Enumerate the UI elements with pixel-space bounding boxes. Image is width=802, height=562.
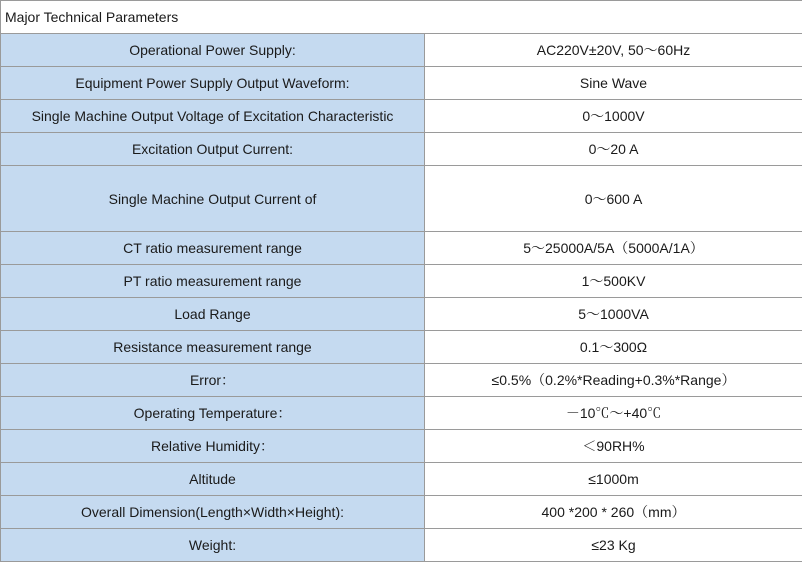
table-row bbox=[1, 364, 802, 397]
row-value: 0～1000V bbox=[425, 100, 802, 133]
row-label: Error： bbox=[1, 364, 425, 397]
row-label: CT ratio measurement range bbox=[1, 232, 425, 265]
table-row bbox=[1, 232, 802, 265]
table-row bbox=[1, 463, 802, 496]
table-row bbox=[1, 265, 802, 298]
table-row bbox=[1, 496, 802, 529]
row-label: Operational Power Supply: bbox=[1, 34, 425, 67]
table-row bbox=[1, 331, 802, 364]
row-value: 0～600 A bbox=[425, 166, 802, 232]
row-label: Equipment Power Supply Output Waveform: bbox=[1, 67, 425, 100]
row-label: Altitude bbox=[1, 463, 425, 496]
row-value: 0.1～300Ω bbox=[425, 331, 802, 364]
row-value: 5～25000A/5A（5000A/1A） bbox=[425, 232, 802, 265]
row-value: 5～1000VA bbox=[425, 298, 802, 331]
row-value: ≤23 Kg bbox=[425, 529, 802, 562]
row-value: －10℃～+40℃ bbox=[425, 397, 802, 430]
row-value: ＜90RH% bbox=[425, 430, 802, 463]
row-value: AC220V±20V, 50～60Hz bbox=[425, 34, 802, 67]
table-row bbox=[1, 34, 802, 67]
row-value: Sine Wave bbox=[425, 67, 802, 100]
row-value: 400 *200 * 260（mm） bbox=[425, 496, 802, 529]
row-label: Weight: bbox=[1, 529, 425, 562]
row-value: ≤1000m bbox=[425, 463, 802, 496]
row-label: Operating Temperature： bbox=[1, 397, 425, 430]
row-label: Resistance measurement range bbox=[1, 331, 425, 364]
row-value: 0～20 A bbox=[425, 133, 802, 166]
table-row bbox=[1, 529, 802, 562]
table-row bbox=[1, 100, 802, 133]
table-row bbox=[1, 397, 802, 430]
row-label: Relative Humidity： bbox=[1, 430, 425, 463]
table-title: Major Technical Parameters bbox=[1, 1, 802, 34]
row-label: PT ratio measurement range bbox=[1, 265, 425, 298]
row-value: 1～500KV bbox=[425, 265, 802, 298]
table-row bbox=[1, 133, 802, 166]
table-row bbox=[1, 166, 802, 232]
table-title-row bbox=[1, 1, 802, 34]
table-row bbox=[1, 298, 802, 331]
row-label: Overall Dimension(Length×Width×Height): bbox=[1, 496, 425, 529]
row-label: Single Machine Output Current of bbox=[1, 166, 425, 232]
row-label: Load Range bbox=[1, 298, 425, 331]
row-value: ≤0.5%（0.2%*Reading+0.3%*Range） bbox=[425, 364, 802, 397]
table-row bbox=[1, 430, 802, 463]
table-row bbox=[1, 67, 802, 100]
row-label: Excitation Output Current: bbox=[1, 133, 425, 166]
row-label: Single Machine Output Voltage of Excitation Characteristic bbox=[1, 100, 425, 133]
